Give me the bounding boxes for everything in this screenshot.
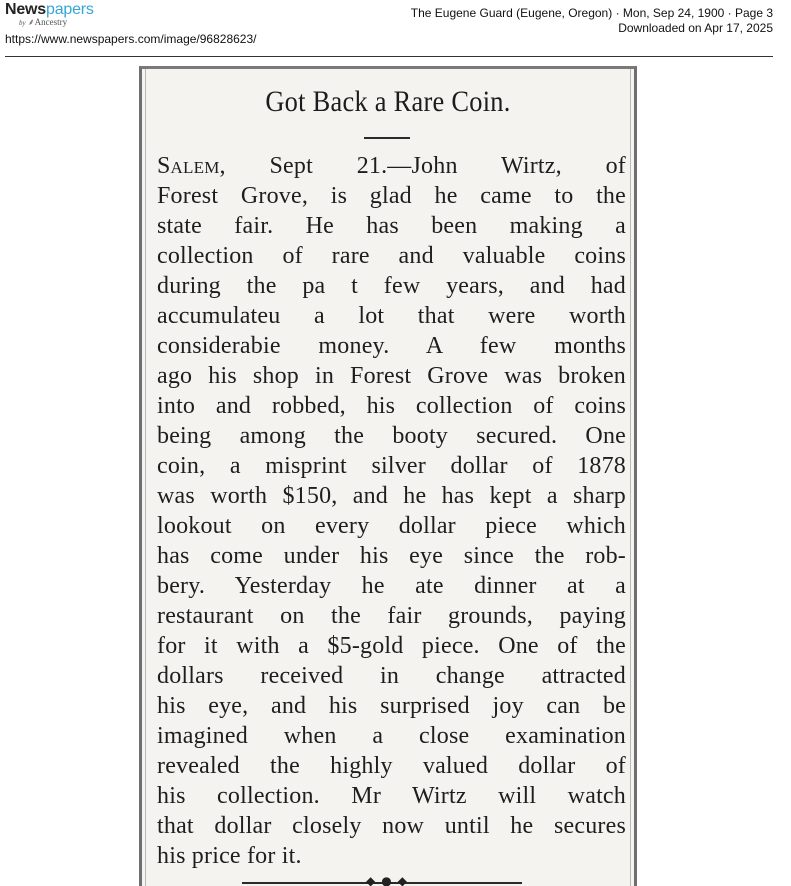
article-line: coin, a misprint silver dollar of 1878 — [157, 453, 626, 479]
article-line: his collection. Mr Wirtz will watch — [157, 783, 626, 809]
article-line: restaurant on the fair grounds, paying — [157, 603, 626, 629]
headline-rule — [364, 137, 410, 139]
article-line: for it with a $5-gold piece. One of the — [157, 633, 626, 659]
source-info — [411, 6, 773, 36]
article-line: state fair. He has been making a — [157, 213, 626, 239]
article-headline: Got Back a Rare Coin. — [265, 85, 511, 118]
article-line: during the pa t few years, and had — [157, 273, 626, 299]
article-line: revealed the highly valued dollar of — [157, 753, 626, 779]
dateline: Salem, — [157, 153, 226, 179]
article-line: dollars received in change attracted — [157, 663, 626, 689]
logo-wordmark — [5, 1, 94, 18]
logo-by-text: by — [19, 19, 26, 27]
download-line: Downloaded on Apr 17, 2025 — [618, 21, 773, 35]
article-line: into and robbed, his collection of coins — [157, 393, 626, 419]
article-line: bery. Yesterday he ate dinner at a — [157, 573, 626, 599]
article-line: collection of rare and valuable coins — [157, 243, 626, 269]
article-line: ago his shop in Forest Grove was broken — [157, 363, 626, 389]
ancestry-leaf-icon: ⸙ — [27, 17, 35, 27]
article-line: lookout on every dollar piece which — [157, 513, 626, 539]
logo-ancestry-text: Ancestry — [34, 17, 68, 27]
logo-ancestry-line — [19, 18, 94, 27]
ornament-icon: ◆●◆ — [366, 874, 413, 886]
newspapers-logo[interactable] — [5, 2, 94, 27]
logo-news-part: News — [5, 1, 46, 18]
source-line: The Eugene Guard (Eugene, Oregon) · Mon, Sep 24, 1900 · Page 3 — [410, 6, 773, 20]
article-line: considerabie money. A few months — [157, 333, 626, 359]
page-header — [0, 0, 791, 56]
article-line: being among the booty secured. One — [157, 423, 626, 449]
article-line-text: Sept 21.—John Wirtz, of — [225, 153, 626, 179]
image-url-link[interactable]: https://www.newspapers.com/image/96828623/ — [5, 32, 257, 46]
article-line: was worth $150, and he has kept a sharp — [157, 483, 626, 509]
article-line: his price for it. — [157, 843, 302, 869]
header-divider — [5, 56, 773, 57]
newspaper-clipping — [139, 66, 637, 886]
article-line: imagined when a close examination — [157, 723, 626, 749]
article-line: Forest Grove, is glad he came to the — [157, 183, 626, 209]
article-line — [157, 151, 626, 181]
article-line: has come under his eye since the rob- — [157, 543, 626, 569]
article-line: accumulateu a lot that were worth — [157, 303, 626, 329]
logo-papers-part: papers — [46, 1, 94, 18]
article-line: that dollar closely now until he secures — [157, 813, 626, 839]
article-line: his eye, and his surprised joy can be — [157, 693, 626, 719]
